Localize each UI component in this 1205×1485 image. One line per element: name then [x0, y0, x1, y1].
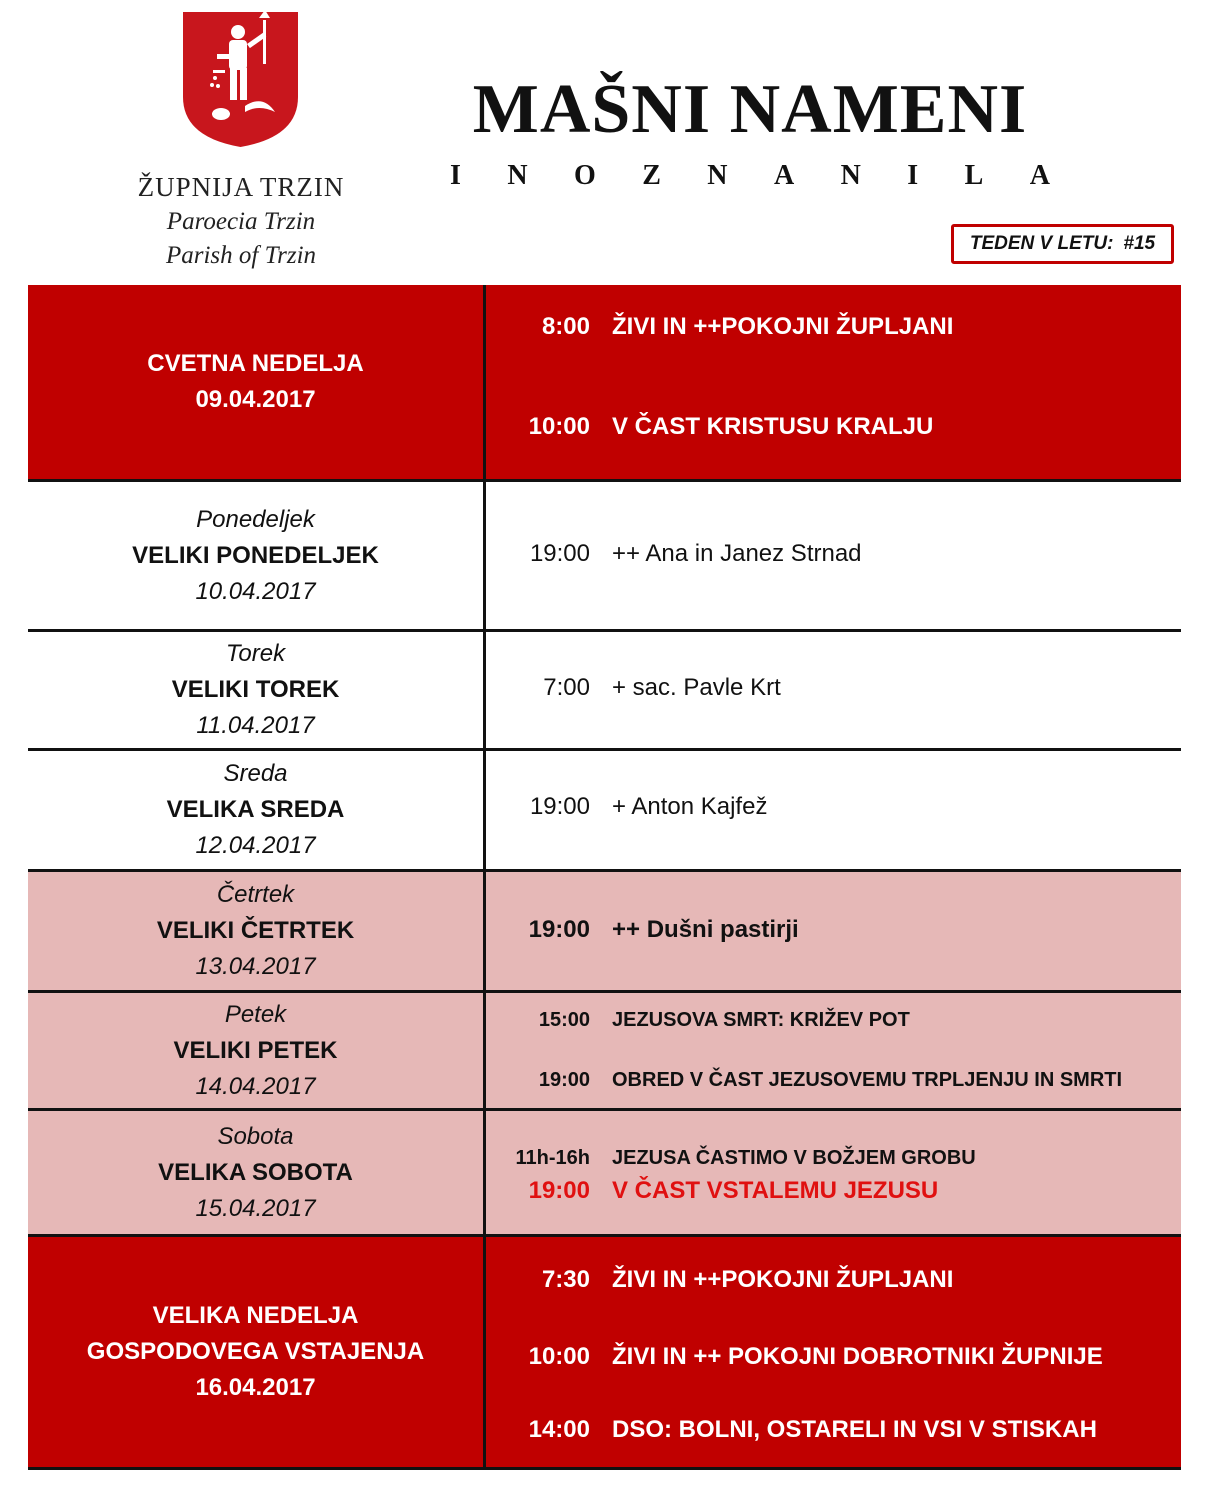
day-cell [28, 872, 486, 990]
masses-cell [486, 285, 1181, 479]
masses-cell [486, 872, 1181, 990]
schedule-row [28, 993, 1181, 1111]
day-date: 14.04.2017 [195, 1072, 316, 1100]
subtitle-letter: I [450, 160, 461, 191]
day-weekday: Ponedeljek [196, 505, 315, 533]
mass-intention: ŽIVI IN ++POKOJNI ŽUPLJANI [612, 1266, 954, 1293]
mass-time: 10:00 [528, 413, 590, 440]
page-header [0, 0, 1205, 285]
mass-time: 19:00 [528, 1177, 590, 1204]
schedule-row [28, 1111, 1181, 1237]
day-name: VELIKI PETEK [173, 1036, 338, 1064]
week-label: TEDEN V LETU: [969, 233, 1114, 254]
masses-cell [486, 482, 1181, 629]
day-weekday: Petek [224, 1000, 287, 1028]
day-date: 12.04.2017 [195, 832, 316, 859]
mass-intention: ŽIVI IN ++POKOJNI ŽUPLJANI [612, 313, 954, 340]
mass-schedule-table [28, 285, 1181, 1470]
subtitle-letter: A [1029, 160, 1050, 191]
mass-intention: ++ Ana in Janez Strnad [612, 540, 862, 567]
mass-time: 7:30 [541, 1266, 590, 1293]
day-date: 09.04.2017 [195, 386, 316, 413]
page-title: MAŠNI NAMENI [472, 71, 1028, 148]
day-name: CVETNA NEDELJA [147, 350, 364, 377]
mass-intention: ++ Dušni pastirji [612, 916, 799, 943]
parish-latin-name: Paroecia Trzin [166, 208, 316, 235]
schedule-row [28, 285, 1181, 482]
mass-entry [486, 1343, 1176, 1371]
schedule-row [28, 632, 1181, 751]
mass-intention: JEZUSOVA SMRT: KRIŽEV POT [612, 1009, 910, 1031]
subtitle-letter: I [907, 160, 919, 191]
page-subtitle [450, 160, 1050, 192]
week-badge [951, 224, 1174, 264]
mass-entry [486, 1266, 1176, 1294]
subtitle-letter: N [707, 160, 728, 191]
day-date: 10.04.2017 [195, 577, 316, 605]
day-cell [28, 482, 486, 629]
day-name: VELIKA SOBOTA [158, 1158, 353, 1186]
mass-entry [486, 1069, 1176, 1092]
mass-time: 8:00 [541, 313, 590, 340]
mass-time: 14:00 [528, 1416, 590, 1443]
day-date: 11.04.2017 [196, 712, 315, 739]
day-weekday: Sobota [217, 1122, 294, 1150]
day-name: VELIKI ČETRTEK [156, 917, 355, 944]
subtitle-letter: N [840, 160, 861, 191]
day-date: 16.04.2017 [195, 1374, 316, 1401]
day-name: VELIKA NEDELJA [152, 1302, 359, 1329]
mass-entry [486, 1147, 1176, 1170]
mass-time: 19:00 [528, 916, 590, 943]
day-name: VELIKA SREDA [166, 796, 345, 823]
schedule-row [28, 1237, 1181, 1470]
day-cell [28, 993, 486, 1108]
mass-intention: + sac. Pavle Krt [612, 674, 781, 701]
subtitle-letter: Z [642, 160, 661, 191]
schedule-row [28, 872, 1181, 993]
parish-english-name: Parish of Trzin [165, 242, 317, 269]
masses-cell [486, 632, 1181, 748]
parish-name: ŽUPNIJA TRZIN [137, 172, 345, 202]
crest-shield-icon [183, 12, 298, 147]
masses-cell [486, 1237, 1181, 1467]
mass-entry [486, 1416, 1176, 1444]
mass-time: 7:00 [543, 674, 590, 701]
day-name: VELIKI TOREK [171, 676, 340, 703]
mass-time: 11h-16h [515, 1147, 590, 1169]
mass-entry [486, 1009, 1176, 1032]
mass-entry [486, 540, 1176, 568]
mass-intention: + Anton Kajfež [612, 793, 768, 820]
day-weekday: Torek [225, 640, 286, 667]
day-cell [28, 1111, 486, 1234]
masses-cell [486, 993, 1181, 1108]
subtitle-letter: A [773, 160, 795, 191]
day-date: 13.04.2017 [195, 953, 316, 980]
mass-intention: ŽIVI IN ++ POKOJNI DOBROTNIKI ŽUPNIJE [612, 1343, 1103, 1370]
subtitle-letter: N [507, 160, 528, 191]
mass-time: 19:00 [529, 793, 590, 820]
day-name-continued: GOSPODOVEGA VSTAJENJA [86, 1338, 425, 1365]
schedule-row [28, 751, 1181, 872]
mass-entry [486, 916, 1176, 944]
mass-intention: OBRED V ČAST JEZUSOVEMU TRPLJENJU IN SMRTI [612, 1069, 1123, 1091]
mass-entry [486, 1177, 1176, 1205]
mass-intention: DSO: BOLNI, OSTARELI IN VSI V STISKAH [612, 1416, 1097, 1443]
mass-intention: V ČAST KRISTUSU KRALJU [612, 413, 934, 440]
mass-time: 19:00 [529, 540, 590, 567]
mass-time: 15:00 [538, 1009, 590, 1031]
mass-intention: JEZUSA ČASTIMO V BOŽJEM GROBU [612, 1147, 976, 1169]
day-cell [28, 751, 486, 869]
day-cell [28, 285, 486, 479]
parish-crest-logo [183, 12, 298, 147]
day-cell [28, 1237, 486, 1467]
mass-time: 19:00 [538, 1069, 590, 1091]
day-date: 15.04.2017 [195, 1194, 316, 1222]
day-cell [28, 632, 486, 748]
mass-intention: V ČAST VSTALEMU JEZUSU [612, 1177, 939, 1204]
mass-entry [486, 674, 1176, 702]
day-name: VELIKI PONEDELJEK [132, 541, 379, 569]
mass-entry [486, 413, 1176, 441]
mass-entry [486, 793, 1176, 821]
mass-time: 10:00 [528, 1343, 590, 1370]
masses-cell [486, 751, 1181, 869]
day-weekday: Četrtek [216, 881, 295, 908]
schedule-row [28, 482, 1181, 632]
mass-entry [486, 313, 1176, 341]
subtitle-letter: L [964, 160, 984, 191]
week-number: #15 [1123, 233, 1156, 254]
day-weekday: Sreda [223, 760, 288, 787]
masses-cell [486, 1111, 1181, 1234]
subtitle-letter: O [573, 160, 596, 191]
